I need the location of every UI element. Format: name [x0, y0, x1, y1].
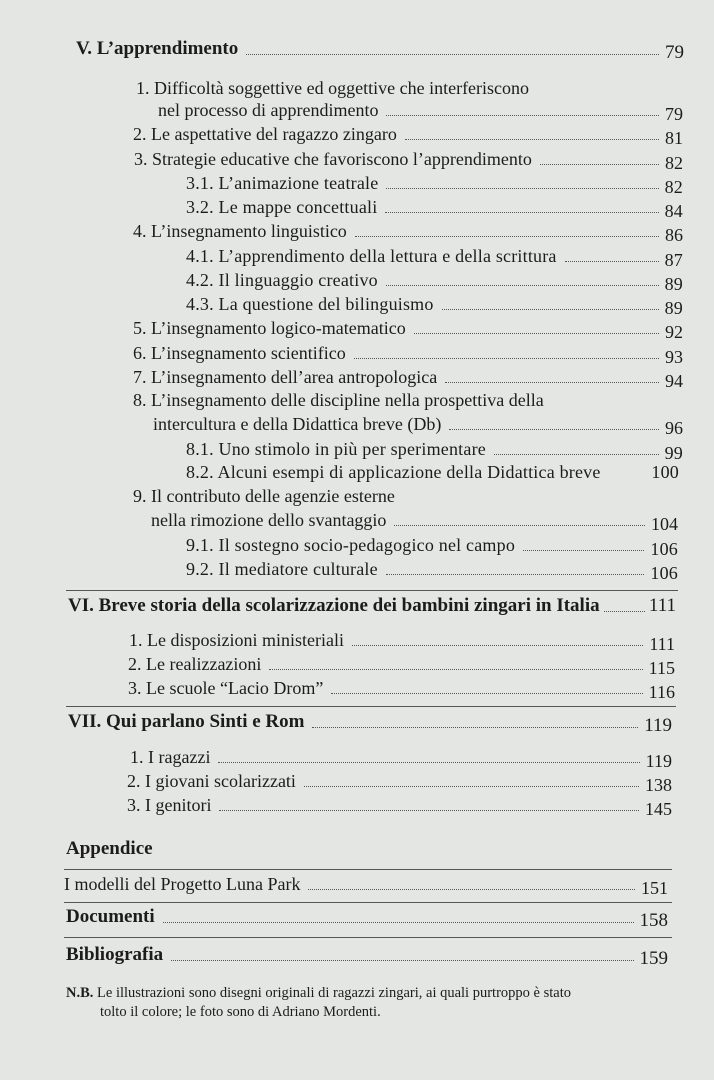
toc-entry-title: 2. I giovani scolarizzati	[127, 771, 296, 791]
leader-dots	[449, 429, 659, 430]
toc-entry-title: 8.2. Alcuni esempi di applicazione della Didattica breve	[186, 462, 601, 482]
leader-dots	[386, 115, 659, 116]
toc-page-number: 119	[645, 751, 672, 771]
leader-dots	[352, 645, 643, 646]
toc-page-number: 89	[664, 298, 683, 318]
toc-section-5-5	[133, 318, 683, 342]
toc-page-number: 115	[648, 658, 675, 678]
toc-appendix-heading: Appendice	[66, 838, 153, 859]
toc-entry-title: 3.2. Le mappe concettuali	[186, 197, 378, 217]
toc-subsection-5-4-3	[186, 294, 683, 318]
toc-entry-title: 3. Le scuole “Lacio Drom”	[128, 678, 324, 698]
toc-page-number: 86	[665, 225, 683, 245]
divider	[64, 937, 672, 938]
toc-entry-title: Bibliografia	[66, 944, 164, 965]
toc-subsection-5-4-2	[186, 270, 683, 294]
toc-subsection-5-3-1	[186, 173, 683, 197]
toc-section-5-1-line1: 1. Difficoltà soggettive ed oggettive che interferiscono	[136, 78, 530, 98]
toc-section-7-3	[127, 795, 672, 819]
toc-subsection-5-8-2	[186, 462, 679, 483]
leader-dots	[386, 574, 645, 575]
toc-documenti	[66, 906, 668, 931]
toc-section-7-1	[130, 747, 672, 771]
leader-dots	[308, 889, 635, 890]
toc-bibliografia	[66, 944, 668, 969]
toc-section-5-1	[158, 100, 683, 124]
toc-page-number: 79	[665, 42, 684, 63]
toc-subsection-5-9-1	[186, 535, 678, 559]
toc-entry-title: 2. Le aspettative del ragazzo zingaro	[133, 124, 397, 144]
leader-dots	[445, 382, 659, 383]
toc-chapter-5	[76, 38, 684, 63]
toc-page-number: 84	[664, 201, 683, 221]
footnote-line-1	[66, 984, 676, 1003]
toc-page-number: 158	[639, 910, 668, 931]
toc-subsection-5-8-1	[186, 439, 683, 463]
toc-entry-title: 4.1. L’apprendimento della lettura e della scrittura	[186, 246, 557, 266]
leader-dots	[312, 727, 638, 728]
toc-page-number: 159	[639, 948, 668, 969]
toc-page-number: 81	[665, 128, 683, 148]
toc-chapter-6	[68, 595, 676, 617]
toc-entry-title: Documenti	[66, 906, 155, 927]
toc-entry-title: nel processo di apprendimento	[158, 100, 379, 120]
leader-dots	[540, 164, 659, 165]
leader-dots	[331, 693, 642, 694]
toc-page-number: 82	[664, 177, 683, 197]
toc-entry-title: 7. L’insegnamento dell’area antropologica	[133, 367, 438, 387]
toc-entry-title: 5. L’insegnamento logico-matematico	[133, 318, 406, 338]
divider	[64, 869, 672, 870]
leader-dots	[442, 309, 659, 310]
toc-section-5-8	[153, 414, 683, 438]
toc-page-number: 111	[649, 634, 675, 654]
toc-section-6-3	[128, 678, 675, 702]
leader-dots	[604, 611, 645, 612]
divider	[64, 902, 672, 903]
toc-entry-title: 3. Strategie educative che favoriscono l’apprendimento	[134, 149, 532, 169]
leader-dots	[386, 285, 659, 286]
toc-section-5-9-line1: 9. Il contributo delle agenzie esterne	[133, 486, 395, 506]
toc-page-number: 93	[665, 347, 683, 367]
toc-page-number: 96	[665, 418, 683, 438]
leader-dots	[354, 358, 659, 359]
toc-entry-title: 4.3. La questione del bilinguismo	[186, 294, 434, 314]
toc-chapter-7	[68, 711, 672, 736]
toc-subsection-5-3-2	[186, 197, 683, 221]
footnote	[66, 984, 676, 1022]
toc-entry-title: I modelli del Progetto Luna Park	[64, 874, 301, 894]
toc-subsection-5-9-2	[186, 559, 678, 583]
toc-appendix-modelli	[64, 874, 668, 898]
toc-page-number: 94	[665, 371, 683, 391]
leader-dots	[523, 550, 644, 551]
toc-page-number: 82	[665, 153, 683, 173]
toc-page-number: 89	[664, 274, 683, 294]
toc-entry-title: 3. I genitori	[127, 795, 212, 815]
divider	[66, 590, 678, 591]
toc-page-number: 138	[645, 775, 672, 795]
toc-page-number: 104	[651, 514, 678, 534]
toc-page-number: 145	[645, 799, 672, 819]
toc-section-5-8-line1: 8. L’insegnamento delle discipline nella prospettiva della	[133, 390, 544, 410]
leader-dots	[269, 669, 642, 670]
toc-entry-title: 9.1. Il sostegno socio-pedagogico nel campo	[186, 535, 516, 555]
leader-dots	[494, 454, 659, 455]
toc-page-number: 92	[665, 322, 683, 342]
toc-section-5-9	[151, 510, 678, 534]
toc-section-5-7	[133, 367, 683, 391]
toc-entry-title: V. L’apprendimento	[76, 38, 239, 59]
toc-page-number: 116	[648, 682, 675, 702]
toc-entry-title: 6. L’insegnamento scientifico	[133, 343, 346, 363]
toc-page-number: 151	[641, 878, 668, 898]
toc-entry-title: 2. Le realizzazioni	[128, 654, 262, 674]
footnote-label: N.B.	[66, 985, 94, 1001]
leader-dots	[394, 525, 645, 526]
footnote-text: Le illustrazioni sono disegni originali di ragazzi zingari, ai quali purtroppo è stato	[97, 985, 571, 1001]
toc-entry-title: intercultura e della Didattica breve (Db)	[153, 414, 442, 434]
toc-page-number: 100	[651, 462, 679, 482]
leader-dots	[405, 139, 659, 140]
toc-page-number: 111	[648, 595, 676, 616]
toc-subsection-5-4-1	[186, 246, 683, 270]
leader-dots	[218, 762, 639, 763]
leader-dots	[163, 922, 634, 923]
toc-entry-title: 1. Le disposizioni ministeriali	[129, 630, 344, 650]
leader-dots	[385, 212, 658, 213]
toc-entry-title: nella rimozione dello svantaggio	[151, 510, 387, 530]
footnote-line-2: tolto il colore; le foto sono di Adriano Mordenti.	[100, 1004, 381, 1020]
toc-page-number: 87	[664, 250, 683, 270]
leader-dots	[414, 333, 659, 334]
leader-dots	[386, 188, 658, 189]
leader-dots	[171, 960, 633, 961]
toc-section-6-1	[129, 630, 675, 654]
toc-entry-title: 1. I ragazzi	[130, 747, 211, 767]
toc-entry-title: 4. L’insegnamento linguistico	[133, 221, 347, 241]
toc-entry-title: 8.1. Uno stimolo in più per sperimentare	[186, 439, 486, 459]
toc-page-number: 106	[650, 563, 678, 583]
toc-section-5-6	[133, 343, 683, 367]
toc-section-5-4	[133, 221, 683, 245]
toc-entry-title: 4.2. Il linguaggio creativo	[186, 270, 378, 290]
toc-page-number: 99	[664, 443, 683, 463]
toc-entry-title: VI. Breve storia della scolarizzazione dei bambini zingari in Italia	[68, 595, 600, 616]
toc-page-number: 79	[665, 104, 683, 124]
toc-entry-title: 3.1. L’animazione teatrale	[186, 173, 379, 193]
leader-dots	[219, 810, 639, 811]
toc-entry-title: 9.2. Il mediatore culturale	[186, 559, 378, 579]
toc-page-number: 106	[650, 539, 678, 559]
toc-section-7-2	[127, 771, 672, 795]
divider	[66, 706, 676, 707]
toc-section-5-3	[134, 149, 683, 173]
leader-dots	[355, 236, 659, 237]
leader-dots	[246, 54, 659, 55]
toc-section-6-2	[128, 654, 675, 678]
leader-dots	[304, 786, 639, 787]
toc-entry-title: VII. Qui parlano Sinti e Rom	[68, 711, 305, 732]
toc-section-5-2	[133, 124, 683, 148]
toc-page-number: 119	[644, 715, 672, 736]
leader-dots	[565, 261, 659, 262]
